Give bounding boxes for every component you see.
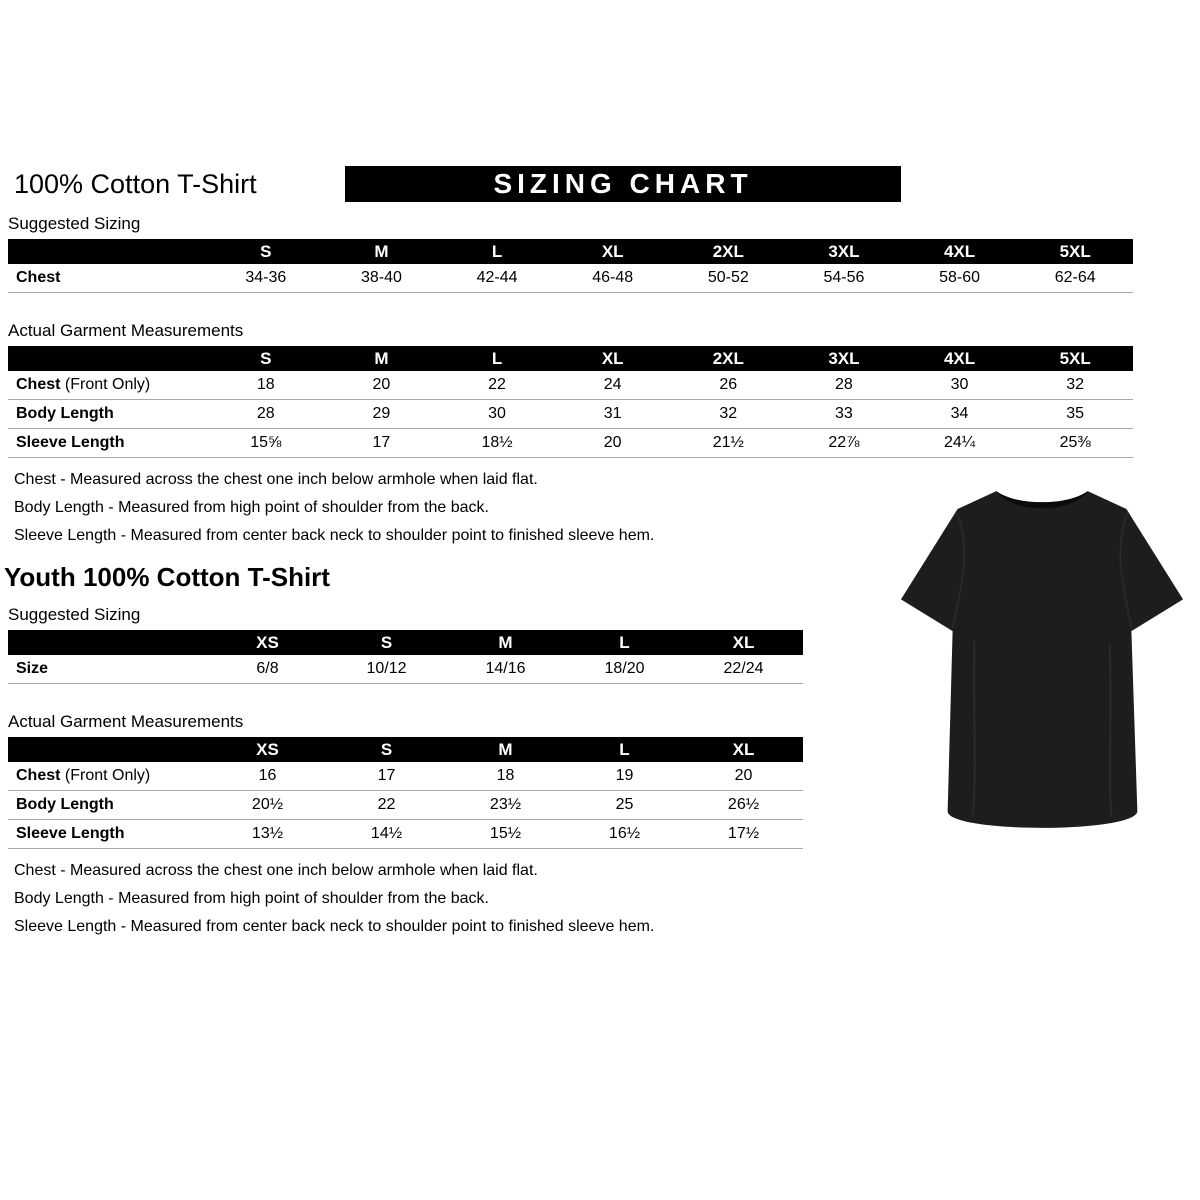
measurement-value: 22/24 xyxy=(684,655,803,684)
measurement-row xyxy=(8,400,1133,429)
measurement-row xyxy=(8,371,1133,400)
note-sleeve-length: Sleeve Length - Measured from center back neck to shoulder point to finished sleeve hem. xyxy=(14,918,655,935)
size-column-header: 5XL xyxy=(1017,346,1133,371)
measurement-value: 34-36 xyxy=(208,264,324,293)
measurement-value: 25⅜ xyxy=(1017,429,1133,458)
measurement-value: 6/8 xyxy=(208,655,327,684)
row-label: Size xyxy=(8,655,208,684)
size-column-header: M xyxy=(324,239,440,264)
measurement-value: 17 xyxy=(327,762,446,791)
tshirt-fold-right xyxy=(1110,644,1112,817)
tshirt-body xyxy=(901,491,1183,828)
measurement-value: 26½ xyxy=(684,791,803,820)
adult-actual-measurements-label: Actual Garment Measurements xyxy=(8,321,244,340)
measurement-value: 14½ xyxy=(327,820,446,849)
measurement-row xyxy=(8,655,803,684)
measurement-value: 30 xyxy=(439,400,555,429)
size-column-header: 4XL xyxy=(902,239,1018,264)
youth-actual-measurements-label: Actual Garment Measurements xyxy=(8,712,244,731)
measurement-value: 38-40 xyxy=(324,264,440,293)
table-corner-cell xyxy=(8,630,208,655)
measurement-value: 50-52 xyxy=(671,264,787,293)
youth-measurement-notes xyxy=(14,861,1200,936)
size-column-header: S xyxy=(208,239,324,264)
table-header-row xyxy=(8,630,803,655)
tshirt-product-image xyxy=(895,478,1189,836)
size-column-header: 3XL xyxy=(786,346,902,371)
measurement-row xyxy=(8,791,803,820)
adult-suggested-sizing-table xyxy=(8,239,1133,293)
size-column-header: 5XL xyxy=(1017,239,1133,264)
measurement-value: 15½ xyxy=(446,820,565,849)
size-column-header: L xyxy=(439,239,555,264)
sizing-chart-banner: SIZING CHART xyxy=(345,166,901,202)
youth-suggested-sizing-label: Suggested Sizing xyxy=(8,605,141,624)
measurement-value: 54-56 xyxy=(786,264,902,293)
note-body-length: Body Length - Measured from high point of shoulder from the back. xyxy=(14,499,489,516)
size-column-header: XL xyxy=(555,239,671,264)
row-label: Sleeve Length xyxy=(8,429,208,458)
size-column-header: 3XL xyxy=(786,239,902,264)
size-column-header: 2XL xyxy=(671,346,787,371)
measurement-value: 25 xyxy=(565,791,684,820)
size-column-header: M xyxy=(324,346,440,371)
measurement-value: 22⅞ xyxy=(786,429,902,458)
size-column-header: L xyxy=(439,346,555,371)
measurement-value: 20 xyxy=(684,762,803,791)
measurement-value: 14/16 xyxy=(446,655,565,684)
row-label: Chest xyxy=(8,264,208,293)
measurement-value: 18 xyxy=(446,762,565,791)
size-column-header: L xyxy=(565,737,684,762)
measurement-value: 21½ xyxy=(671,429,787,458)
measurement-value: 18/20 xyxy=(565,655,684,684)
measurement-value: 18½ xyxy=(439,429,555,458)
measurement-value: 26 xyxy=(671,371,787,400)
size-column-header: XL xyxy=(555,346,671,371)
measurement-value: 24¼ xyxy=(902,429,1018,458)
size-column-header: 2XL xyxy=(671,239,787,264)
tshirt-graphic xyxy=(895,478,1189,836)
measurement-value: 34 xyxy=(902,400,1018,429)
measurement-row xyxy=(8,264,1133,293)
size-column-header: XS xyxy=(208,630,327,655)
measurement-value: 32 xyxy=(671,400,787,429)
measurement-value: 30 xyxy=(902,371,1018,400)
measurement-value: 42-44 xyxy=(439,264,555,293)
size-column-header: XS xyxy=(208,737,327,762)
measurement-value: 58-60 xyxy=(902,264,1018,293)
measurement-value: 28 xyxy=(786,371,902,400)
table-corner-cell xyxy=(8,346,208,371)
size-column-header: 4XL xyxy=(902,346,1018,371)
page-header xyxy=(14,166,1200,202)
size-column-header: S xyxy=(327,630,446,655)
measurement-value: 24 xyxy=(555,371,671,400)
page-title: 100% Cotton T-Shirt xyxy=(14,169,257,199)
size-column-header: S xyxy=(327,737,446,762)
table-corner-cell xyxy=(8,239,208,264)
measurement-value: 62-64 xyxy=(1017,264,1133,293)
measurement-value: 18 xyxy=(208,371,324,400)
table-corner-cell xyxy=(8,737,208,762)
row-label: Sleeve Length xyxy=(8,820,208,849)
measurement-value: 35 xyxy=(1017,400,1133,429)
measurement-value: 16 xyxy=(208,762,327,791)
table-header-row xyxy=(8,239,1133,264)
size-column-header: M xyxy=(446,737,565,762)
measurement-value: 22 xyxy=(439,371,555,400)
note-chest: Chest - Measured across the chest one inch below armhole when laid flat. xyxy=(14,862,538,879)
measurement-value: 28 xyxy=(208,400,324,429)
row-label: Body Length xyxy=(8,791,208,820)
size-column-header: M xyxy=(446,630,565,655)
adult-actual-measurements-table xyxy=(8,346,1133,458)
youth-actual-measurements-table xyxy=(8,737,803,849)
measurement-value: 15⅝ xyxy=(208,429,324,458)
size-column-header: S xyxy=(208,346,324,371)
table-header-row xyxy=(8,346,1133,371)
measurement-value: 20 xyxy=(555,429,671,458)
measurement-value: 20½ xyxy=(208,791,327,820)
table-header-row xyxy=(8,737,803,762)
youth-suggested-sizing-table xyxy=(8,630,803,684)
size-column-header: XL xyxy=(684,630,803,655)
measurement-value: 13½ xyxy=(208,820,327,849)
measurement-value: 23½ xyxy=(446,791,565,820)
measurement-value: 17½ xyxy=(684,820,803,849)
youth-section-title: Youth 100% Cotton T-Shirt xyxy=(4,562,330,592)
measurement-value: 10/12 xyxy=(327,655,446,684)
measurement-value: 20 xyxy=(324,371,440,400)
note-chest: Chest - Measured across the chest one inch below armhole when laid flat. xyxy=(14,471,538,488)
measurement-value: 19 xyxy=(565,762,684,791)
row-label: Chest (Front Only) xyxy=(8,762,208,791)
measurement-value: 46-48 xyxy=(555,264,671,293)
row-label: Body Length xyxy=(8,400,208,429)
measurement-value: 33 xyxy=(786,400,902,429)
size-column-header: L xyxy=(565,630,684,655)
note-body-length: Body Length - Measured from high point of shoulder from the back. xyxy=(14,890,489,907)
measurement-value: 29 xyxy=(324,400,440,429)
measurement-row xyxy=(8,820,803,849)
measurement-value: 32 xyxy=(1017,371,1133,400)
measurement-value: 16½ xyxy=(565,820,684,849)
measurement-value: 31 xyxy=(555,400,671,429)
measurement-value: 17 xyxy=(324,429,440,458)
row-label: Chest (Front Only) xyxy=(8,371,208,400)
measurement-value: 22 xyxy=(327,791,446,820)
size-column-header: XL xyxy=(684,737,803,762)
adult-suggested-sizing-label: Suggested Sizing xyxy=(8,214,141,233)
measurement-row xyxy=(8,429,1133,458)
measurement-row xyxy=(8,762,803,791)
note-sleeve-length: Sleeve Length - Measured from center back neck to shoulder point to finished sleeve hem. xyxy=(14,527,655,544)
